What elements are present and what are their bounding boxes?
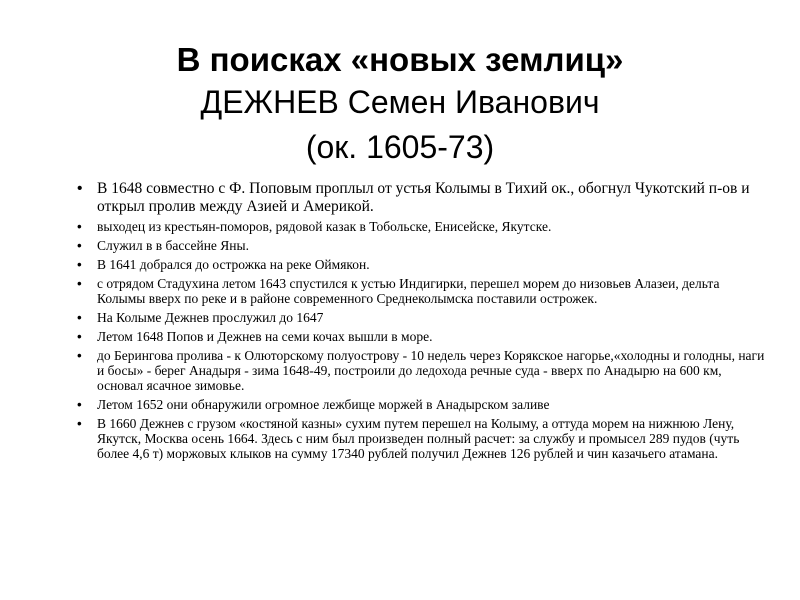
bullet-item-9: • Летом 1652 они обнаружили огромное лежбище моржей в Анадырском заливе [77, 397, 767, 412]
title-person-name: ДЕЖНЕВ Семен Иванович [200, 84, 600, 120]
title-heading: В поисках «новых землиц» [176, 41, 624, 78]
bullet-item-3: • Служил в в бассейне Яны. [77, 238, 767, 253]
bullet-item-2: • выходец из крестьян-поморов, рядовой казак в Тобольске, Енисейске, Якутске. [77, 219, 767, 234]
bullet-item-1: • В 1648 совместно с Ф. Поповым проплыл от устья Колымы в Тихий ок., обогнул Чукотский п-ов и открыл пролив между Азией и Америкой. [77, 180, 767, 215]
bullet-item-7: • Летом 1648 Попов и Дежнев на семи кочах вышли в море. [77, 329, 767, 344]
bullet-list [77, 180, 767, 465]
bullet-item-10: • В 1660 Дежнев с грузом «костяной казны» сухим путем перешел на Колыму, а оттуда морем на нижнюю Лену, Якутск, Москва осень 1664. Здесь с ним был произведен полный расчет: за службу и промысел 289 пудов (чуть более 4,6 т) моржовых клыков на сумму 17340 рублей получил Дежнев 126 рублей и чин казачьего атамана. [77, 416, 767, 461]
bullet-item-6: • На Колыме Дежнев прослужил до 1647 [77, 310, 767, 325]
slide-title [60, 40, 740, 167]
bullet-item-4: • В 1641 добрался до острожка на реке Оймякон. [77, 257, 767, 272]
bullet-item-5: • с отрядом Стадухина летом 1643 спустился к устью Индигирки, перешел морем до низовьев Алазеи, дельта Колымы вверх по реке и в районе современного Среднеколымска поставили острожек. [77, 276, 767, 306]
bullet-item-8: • до Берингова пролива - к Олюторскому полуострову - 10 недель через Корякское нагорье,«холодны и голодны, наги и босы» - берег Анадыря - зима 1648-49, построили до ледохода речные суда - вверх по Анадырю на 600 км, основал ясачное зимовье. [77, 348, 767, 393]
title-years: (ок. 1605-73) [305, 129, 495, 165]
